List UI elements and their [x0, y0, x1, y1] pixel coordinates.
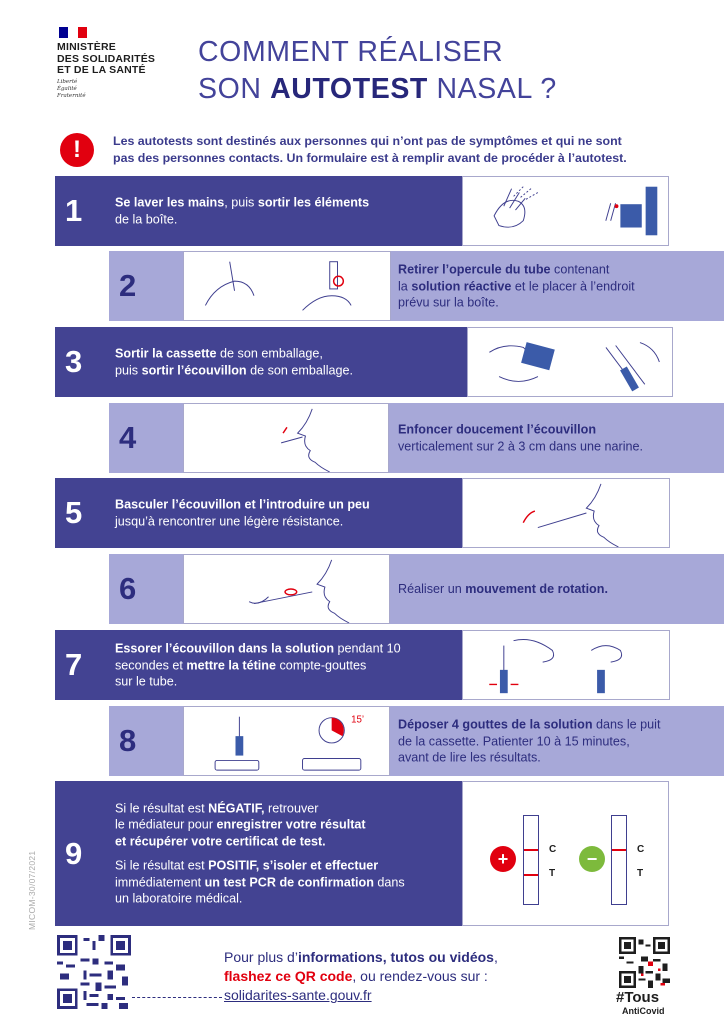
step-1-panel	[55, 176, 463, 246]
step-text: Basculer l’écouvillon et l’introduire un peu jusqu’à rencontrer une légère résistance.	[115, 497, 370, 528]
ministry-name: MINISTÈRE DES SOLIDARITÉS ET DE LA SANTÉ	[57, 41, 156, 76]
cassette-unpack-icon	[468, 328, 672, 396]
test-label: T	[549, 868, 556, 879]
step-number: 2	[119, 268, 137, 303]
squeeze-tube-icon	[463, 631, 669, 699]
positive-cassette	[523, 815, 539, 905]
step-6-illustration	[183, 554, 390, 624]
step-number: 7	[65, 647, 83, 682]
step-text: Si le résultat est NÉGATIF, retrouver le médiateur pour enregistrer votre résultat et récupérer votre certificat de test. Si le résultat est POSITIF, s’isoler et effectuer immédiatement un test PCR de confirmation dans un laboratoire médical.	[115, 801, 405, 906]
page-title: COMMENT RÉALISER SON AUTOTEST NASAL ?	[198, 36, 557, 105]
step-7-illustration	[462, 630, 670, 700]
step-number: 8	[119, 723, 137, 758]
step-number: 6	[119, 571, 137, 606]
footer-text: Pour plus d’informations, tutos ou vidéos, flashez ce QR code, ou rendez-vous sur : solidarites-sante.gouv.fr	[224, 949, 498, 1003]
positive-icon: +	[490, 846, 516, 872]
step-number: 1	[65, 193, 83, 228]
step-5-panel	[55, 478, 463, 548]
step-8-illustration	[183, 706, 390, 776]
control-label: C	[549, 844, 557, 855]
control-label: C	[637, 844, 645, 855]
qr-code-right[interactable]	[619, 937, 670, 988]
step-3-illustration	[467, 327, 673, 397]
rotation-swab-icon	[184, 555, 389, 623]
step-5-illustration	[462, 478, 670, 548]
step-number: 4	[119, 420, 137, 455]
anticovid-label: AntiCovid	[622, 1006, 665, 1016]
qr-code-icon	[57, 935, 131, 1009]
step-number: 3	[65, 344, 83, 379]
step-text: Déposer 4 gouttes de la solution dans le puit de la cassette. Patienter 10 à 15 minutes, avant de lire les résultats.	[398, 717, 661, 765]
step-text: Retirer l’opercule du tube contenant la solution réactive et le placer à l’endroit prévu sur la boîte.	[398, 262, 635, 310]
qr-code-icon	[619, 937, 670, 988]
open-tube-icon	[184, 252, 390, 320]
step-2-illustration	[183, 251, 391, 321]
warning-icon: !	[60, 133, 94, 167]
step-9-results-illustration	[462, 781, 669, 926]
step-1-illustration	[462, 176, 669, 246]
step-number: 9	[65, 835, 83, 871]
tilt-swab-icon	[463, 479, 669, 547]
timer-label: 15’	[351, 714, 365, 726]
step-text: Enfoncer doucement l’écouvillon verticalement sur 2 à 3 cm dans une narine.	[398, 422, 644, 453]
document-code: MICOM-30/07/2021	[27, 850, 37, 930]
hashtag-label: #Tous	[616, 989, 660, 1006]
dashed-connector	[132, 997, 222, 999]
step-3-panel	[55, 327, 468, 397]
test-label: T	[637, 868, 644, 879]
step-7-panel	[55, 630, 463, 700]
warning-text: Les autotests sont destinés aux personnes qui n’ont pas de symptômes et qui ne sont pas des personnes contacts. Un formulaire est à remplir avant de procéder à l’autotest.	[113, 134, 627, 165]
republic-motto: Liberté Égalité Fraternité	[57, 79, 86, 99]
nose-swab-icon	[184, 404, 388, 472]
step-9-panel	[55, 781, 463, 926]
step-4-illustration	[183, 403, 389, 473]
step-text: Sortir la cassette de son emballage, puis sortir l’écouvillon de son emballage.	[115, 346, 353, 377]
drops-and-timer-icon	[184, 707, 389, 775]
website-link[interactable]: solidarites-sante.gouv.fr	[224, 987, 372, 1003]
step-number: 5	[65, 495, 83, 530]
french-flag-logo	[59, 27, 87, 38]
hand-washing-icon	[463, 177, 668, 245]
step-text: Se laver les mains, puis sortir les éléments de la boîte.	[115, 195, 370, 226]
negative-icon: −	[579, 846, 605, 872]
qr-code-left[interactable]	[57, 935, 131, 1009]
step-text: Essorer l’écouvillon dans la solution pendant 10 secondes et mettre la tétine compte-gouttes sur le tube.	[115, 641, 401, 689]
negative-cassette	[611, 815, 627, 905]
step-text: Réaliser un mouvement de rotation.	[398, 581, 608, 596]
